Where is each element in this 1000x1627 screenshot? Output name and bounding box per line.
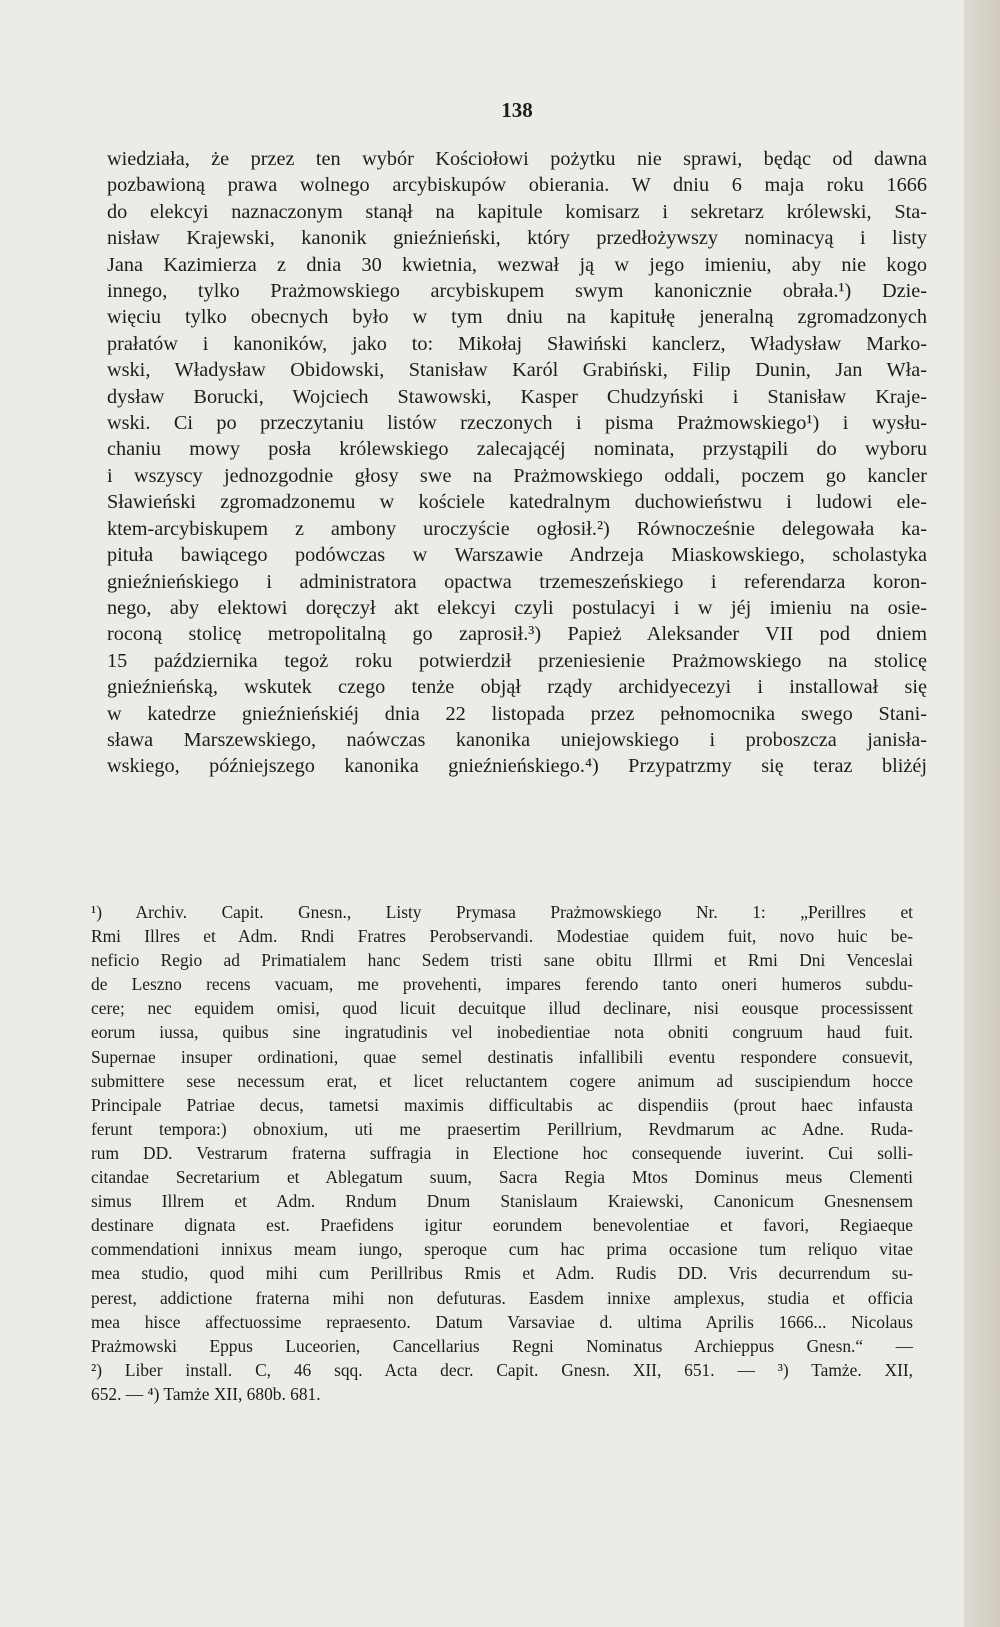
footnote-line: mea hisce affectuossime repraesento. Datum Varsaviae d. ultima Aprilis 1666... Nicolaus [91, 1311, 913, 1332]
main-text-line: pozbawioną prawa wolnego arcybiskupów obierania. W dniu 6 maja roku 1666 [107, 174, 927, 197]
main-text-line: więciu tylko obecnych było w tym dniu na kapitułę jeneralną zgromadzonych [107, 306, 927, 329]
footnote-line: neficio Regio ad Primatialem hanc Sedem tristi sane obitu Illrmi et Rmi Dni Venceslai [91, 950, 913, 971]
main-text-line: gnieźnieńskiego i administratora opactwa trzemeszeńskiego i referendarza koron- [107, 570, 927, 593]
main-text-line: nego, aby elektowi doręczył akt elekcyi czyli postulacyi i w jéj imieniu na osie- [107, 596, 927, 619]
main-text-line: roconą stolicę metropolitalną go zaprosił.³) Papież Aleksander VII pod dniem [107, 623, 927, 646]
footnote-line: perest, addictione fraterna mihi non defuturas. Easdem innixe amplexus, studia et officia [91, 1287, 913, 1308]
main-text-line: Jana Kazimierza z dnia 30 kwietnia, wezwał ją w jego imieniu, aby nie kogo [107, 253, 927, 276]
footnote-line: destinare dignata est. Praefidens igitur eorundem benevolentiae et favori, Regiaeque [91, 1215, 913, 1236]
main-text-line: 15 października tegoż roku potwierdził przeniesienie Prażmowskiego na stolicę [107, 649, 927, 672]
footnotes [91, 900, 913, 1406]
main-text-line: wski, Władysław Obidowski, Stanisław Karól Grabiński, Filip Dunin, Jan Wła- [107, 359, 927, 382]
footnote-line: mea studio, quod mihi cum Perillribus Rmis et Adm. Rudis DD. Vris decurrendum su- [91, 1263, 913, 1284]
main-text-line: do elekcyi naznaczonym stanął na kapitule komisarz i sekretarz królewski, Sta- [107, 200, 927, 223]
main-text-line: chaniu mowy posła królewskiego zalecającéj nominata, przystąpili do wyboru [107, 438, 927, 461]
main-text-line: wiedziała, że przez ten wybór Kościołowi pożytku nie sprawi, będąc od dawna [107, 148, 927, 170]
footnote-line: Supernae insuper ordinationi, quae semel destinatis infallibili eventu respondere consuevit, [91, 1046, 913, 1067]
footnote-line: ²) Liber install. C, 46 sqq. Acta decr. Capit. Gnesn. XII, 651. — ³) Tamże. XII, [91, 1359, 913, 1380]
footnote-line: 652. — ⁴) Tamże XII, 680b. 681. [91, 1383, 321, 1404]
main-text-line: ktem-arcybiskupem z ambony uroczyście ogłosił.²) Równocześnie delegowała ka- [107, 517, 927, 540]
main-text [107, 146, 927, 780]
footnote-line: de Leszno recens vacuam, me provehenti, impares ferendo tanto oneri humeros subdu- [91, 974, 913, 995]
page-number: 138 [501, 98, 533, 122]
footnote-line: eorum iussa, quibus sine ingratudinis vel inobedientiae nota obniti congruum haud fuit. [91, 1022, 913, 1043]
main-text-line: nisław Krajewski, kanonik gnieźnieński, który przedłożywszy nominacyą i listy [107, 227, 927, 250]
main-text-line: innego, tylko Prażmowskiego arcybiskupem swym kanonicznie obrała.¹) Dzie- [107, 280, 927, 303]
footnote-line: Prażmowski Eppus Luceorien, Cancellarius Regni Nominatus Archieppus Gnesn.“ — [91, 1335, 913, 1356]
footnote-line: citandae Secretarium et Ablegatum suum, Sacra Regia Mtos Dominus meus Clementi [91, 1167, 913, 1188]
page-edge-shadow [964, 0, 1000, 1627]
main-text-line: i wszyscy jednozgodnie głosy swe na Prażmowskiego oddali, poczem go kancler [107, 464, 927, 487]
footnote-line: ferunt tempora:) obnoxium, uti me praesertim Perillrium, Revdmarum ac Adne. Ruda- [91, 1118, 913, 1139]
footnote-line: simus Illrem et Adm. Rndum Dnum Stanislaum Kraiewski, Canonicum Gnesnensem [91, 1191, 913, 1212]
main-text-line: dysław Borucki, Wojciech Stawowski, Kasper Chudzyński i Stanisław Kraje- [107, 385, 927, 408]
footnote-line: submittere sese necessum erat, et licet reluctantem cogere animum ad suscipiendum hocce [91, 1070, 913, 1091]
main-text-line: sława Marszewskiego, naówczas kanonika uniejowskiego i proboszcza janisła- [107, 728, 927, 751]
main-text-line: Sławieński zgromadzonemu w kościele katedralnym duchowieństwu i ludowi ele- [107, 491, 927, 514]
main-text-line: gnieźnieńską, wskutek czego tenże objął rządy archidyecezyi i installował się [107, 676, 927, 699]
footnote-line: rum DD. Vestrarum fraterna suffragia in Electione hoc consequende iuverint. Cui solli- [91, 1142, 913, 1163]
main-text-line: pituła bawiącego podówczas w Warszawie Andrzeja Miaskowskiego, scholastyka [107, 544, 927, 567]
footnote-line: commendationi innixus meam iungo, speroque cum hac prima occasione tum reliquo vitae [91, 1239, 913, 1260]
main-text-line: prałatów i kanoników, jako to: Mikołaj Sławiński kanclerz, Władysław Marko- [107, 332, 927, 355]
footnote-line: cere; nec equidem omisi, quod licuit decuitque illud declinare, nisi eousque processissent [91, 998, 913, 1019]
main-text-line: wskiego, późniejszego kanonika gnieźnieńskiego.⁴) Przypatrzmy się teraz bliżéj [107, 755, 927, 778]
main-text-line: w katedrze gnieźnieńskiéj dnia 22 listopada przez pełnomocnika swego Stani- [107, 702, 927, 725]
footnote-line: Principale Patriae decus, tametsi maximis difficultabis ac dispendiis (prout haec infausta [91, 1094, 913, 1115]
footnote-line: Rmi Illres et Adm. Rndi Fratres Perobservandi. Modestiae quidem fuit, novo huic be- [91, 926, 913, 947]
footnote-line: ¹) Archiv. Capit. Gnesn., Listy Prymasa Prażmowskiego Nr. 1: „Perillres et [91, 902, 913, 922]
main-text-line: wski. Ci po przeczytaniu listów rzeczonych i pisma Prażmowskiego¹) i wysłu- [107, 412, 927, 435]
